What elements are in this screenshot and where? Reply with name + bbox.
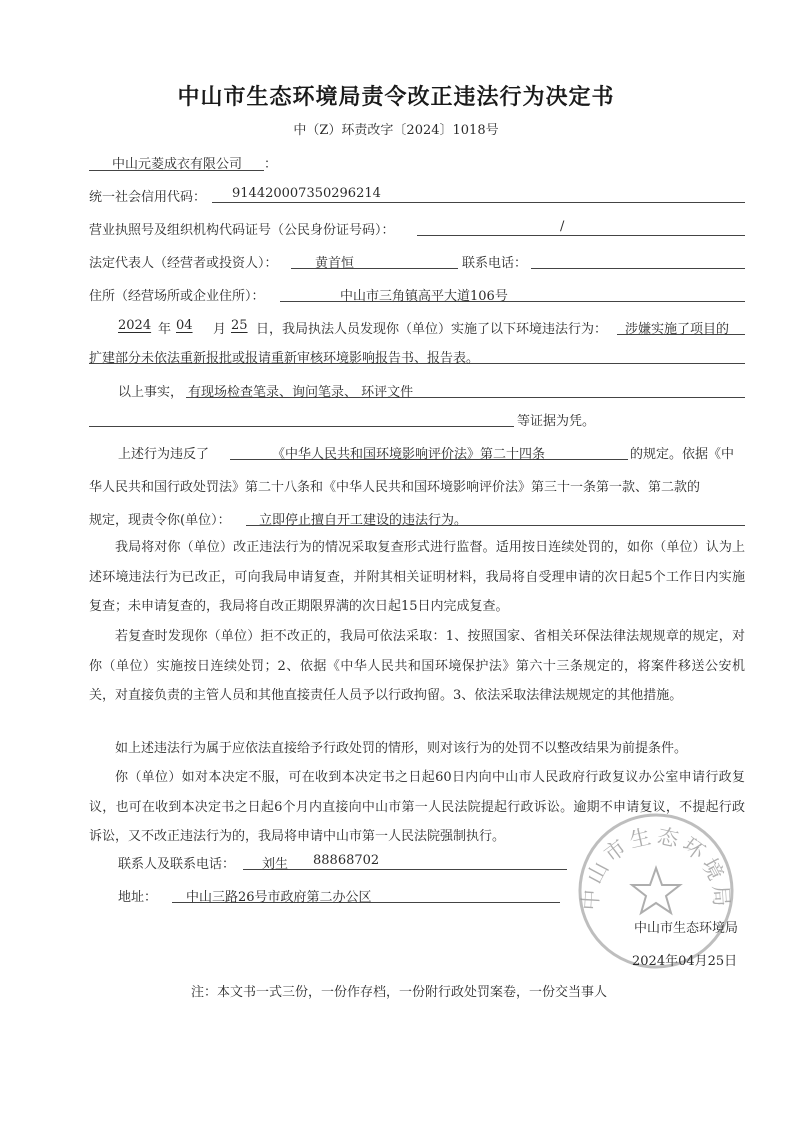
contact-underline — [243, 869, 567, 870]
legal-rep-label: 法定代表人（经营者或投资人）： — [89, 256, 278, 271]
law-line1-suffix: 的规定。依据《中 — [630, 447, 735, 462]
footnote: 注：本文书一式三份，一份作存档，一份附行政处罚案卷，一份交当事人 — [191, 985, 608, 1000]
order-text: 立即停止擅自开工建设的违法行为。 — [259, 513, 468, 528]
license-underline — [417, 235, 745, 236]
legal-rep-value: 黄首恒 — [315, 256, 355, 271]
violation-text-2: 扩建部分未依法重新报批或报请重新审核环境影响报告书、报告表。 — [89, 351, 480, 366]
law-prefix: 上述行为违反了 — [118, 447, 210, 462]
address2-value: 中山三路26号市政府第二办公区 — [186, 890, 372, 905]
evidence-underline-2 — [89, 426, 514, 427]
paragraph-review: 我局将对你（单位）改正违法行为的情况采取复查形式进行监督。适用按日连续处罚的，如你（单位）认为上述环境违法行为已改正，可向我局申请复查，并附其相关证明材料，我局将自受理申请的次日起5个工作日内实施复查；未申请复查的，我局将自改正期限界满的次日起15日内完成复查。 — [89, 540, 745, 614]
finding-year-unit: 年 — [158, 322, 172, 337]
paragraph-refuse: 若复查时发现你（单位）拒不改正的，我局可依法采取：1、按照国家、省相关环保法律法规规章的规定，对你（单位）实施按日连续处罚；2、依据《中华人民共和国环境保护法》第六十三条规定的，将案件移送公安机关，对直接负责的主管人员和其他直接责任人员予以行政拘留。3、依法采取法律法规规定的其他措施。 — [89, 629, 745, 703]
phone-underline — [531, 268, 745, 269]
recipient-name: 中山元菱成衣有限公司 — [112, 157, 243, 172]
address2-label: 地址： — [118, 890, 158, 905]
finding-month-unit: 月 — [213, 322, 227, 337]
violation-text-1: 涉嫌实施了项目的 — [625, 322, 730, 337]
evidence-suffix: 等证据为凭。 — [517, 414, 596, 429]
contact-name: 刘生 — [262, 857, 289, 872]
law-line2: 华人民共和国行政处罚法》第二十八条和《中华人民共和国环境影响评价法》第三十一条第一款、第二款的 — [89, 480, 701, 495]
recipient-suffix: ： — [264, 157, 278, 172]
law-name: 《中华人民共和国环境影响评价法》第二十四条 — [272, 447, 546, 462]
seal-text: 中山市生态环境局 — [578, 823, 734, 912]
credit-code-value: 914420007350296214 — [232, 186, 381, 201]
law-line3-prefix: 规定，现责令你(单位）： — [89, 513, 231, 528]
finding-day: 25 — [231, 318, 248, 333]
evidence-prefix: 以上事实， — [118, 385, 184, 400]
issuer-name: 中山市生态环境局 — [634, 921, 739, 936]
paragraph-penalty: 如上述违法行为属于应依法直接给予行政处罚的情形，则对该行为的处罚不以整改结果为前提条件。 — [115, 741, 688, 756]
issue-date: 2024年04月25日 — [632, 954, 738, 969]
finding-year: 2024 — [118, 318, 152, 333]
phone-label: 联系电话： — [462, 256, 528, 271]
contact-phone: 88868702 — [313, 853, 380, 868]
license-label: 营业执照号及组织机构代码证号（公民身份证号码）： — [89, 223, 395, 238]
license-value: / — [560, 219, 565, 234]
finding-month: 04 — [176, 318, 193, 333]
paragraph-appeal: 你（单位）如对本决定不服，可在收到本决定书之日起60日内向中山市人民政府行政复议办公室申请行政复议，也可在收到本决定书之日起6个月内直接向中山市第一人民法院提起行政诉讼。逾期不申请复议，不提起行政诉讼，又不改正违法行为的，我局将申请中山市第一人民法院强制执行。 — [89, 770, 745, 844]
credit-code-label: 统一社会信用代码： — [89, 190, 207, 205]
address-label: 住所（经营场所或企业住所）： — [89, 289, 265, 304]
finding-intro: 日，我局执法人员发现你（单位）实施了以下环境违法行为： — [256, 322, 608, 337]
address-value: 中山市三角镇高平大道106号 — [340, 289, 508, 304]
credit-code-underline — [212, 202, 745, 203]
document-number: 中（Z）环责改字〔2024〕1018号 — [293, 123, 499, 138]
evidence-items: 有现场检查笔录、询问笔录、 环评文件 — [188, 385, 414, 400]
document-title: 中山市生态环境局责令改正违法行为决定书 — [177, 85, 615, 110]
contact-label: 联系人及联系电话： — [118, 857, 236, 872]
